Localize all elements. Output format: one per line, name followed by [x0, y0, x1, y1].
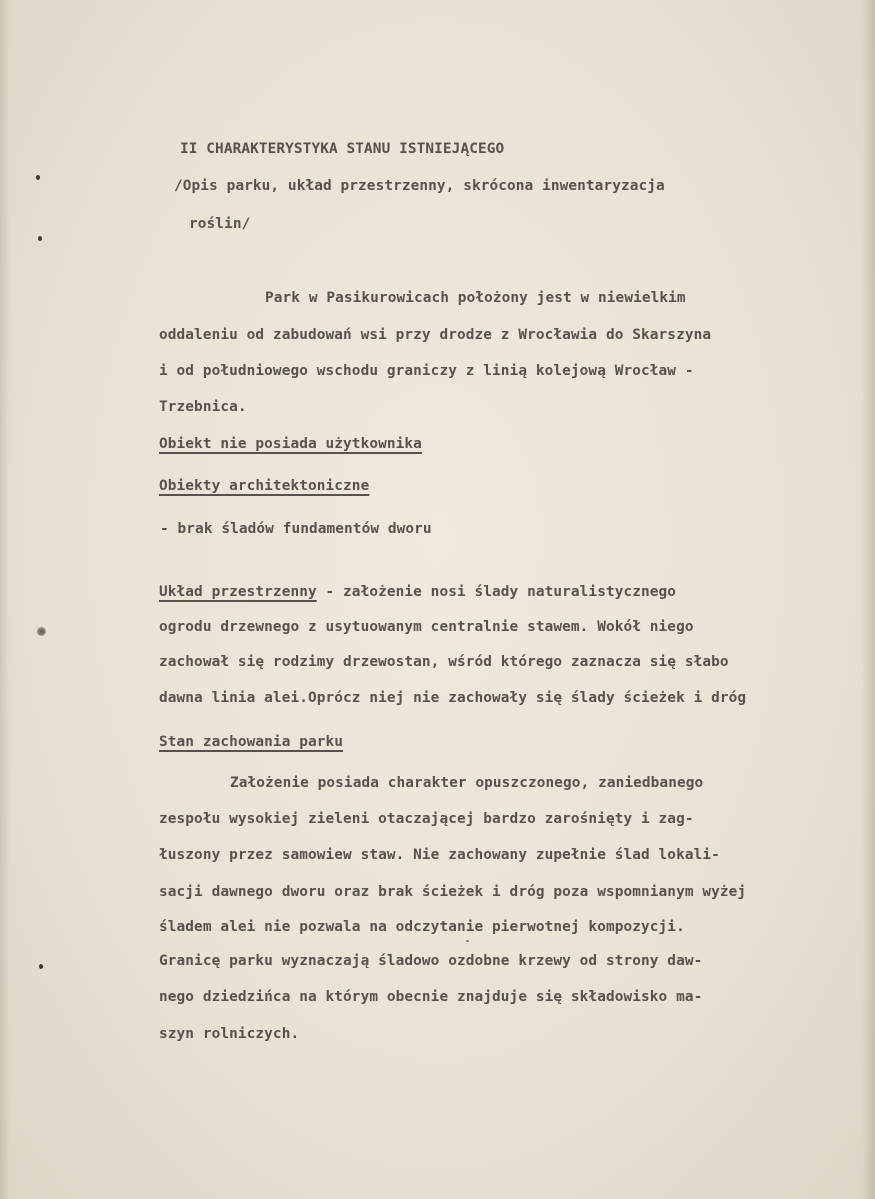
layout-heading: Układ przestrzenny: [159, 584, 317, 600]
architecture-heading: Obiekty architektoniczne: [159, 478, 370, 494]
ink-speck: [466, 940, 469, 942]
layout-line-1-text: - założenie nosi ślady naturalistycznego: [316, 584, 677, 600]
punch-mark-3: [39, 964, 43, 969]
intro-line-2: oddaleniu od zabudowań wsi przy drodze z Wrocławia do Skarszyna: [159, 327, 712, 343]
condition-line-4: sacji dawnego dworu oraz brak ścieżek i dróg poza wspomnianym wyżej: [159, 884, 747, 900]
condition-line-3: łuszony przez samowiew staw. Nie zachowany zupełnie ślad lokali-: [159, 847, 720, 863]
condition-line-2: zespołu wysokiej zieleni otaczającej bardzo zarośnięty i zag-: [159, 811, 694, 827]
condition-line-1: Założenie posiada charakter opuszczonego, zaniedbanego: [230, 775, 704, 791]
punch-mark-1: [36, 175, 40, 180]
architecture-item: - brak śladów fundamentów dworu: [160, 521, 432, 537]
section-heading: II CHARAKTERYSTYKA STANU ISTNIEJĄCEGO: [180, 141, 505, 157]
punch-mark-2: [38, 236, 42, 241]
condition-line-6: Granicę parku wyznaczają śladowo ozdobne krzewy od strony daw-: [159, 953, 703, 969]
section-subheading-line-1: /Opis parku, układ przestrzenny, skrócona inwentaryzacja: [174, 178, 665, 194]
paper-left-edge: [0, 0, 10, 1199]
condition-heading: Stan zachowania parku: [159, 734, 344, 750]
paper-right-edge: [861, 0, 875, 1199]
punch-hole: [37, 627, 46, 636]
layout-line-3: zachował się rodzimy drzewostan, wśród którego zaznacza się słabo: [159, 654, 729, 670]
intro-line-3: i od południowego wschodu graniczy z linią kolejową Wrocław -: [159, 363, 694, 379]
layout-line-1: [159, 582, 676, 602]
condition-line-7: nego dziedzińca na którym obecnie znajduje się składowisko ma-: [159, 989, 703, 1005]
condition-line-8: szyn rolniczych.: [159, 1026, 300, 1042]
intro-line-1: Park w Pasikurowicach położony jest w niewielkim: [265, 290, 686, 306]
layout-line-2: ogrodu drzewnego z usytuowanym centralnie stawem. Wokół niego: [159, 619, 694, 635]
section-subheading-line-2: roślin/: [189, 216, 251, 232]
layout-line-4: dawna linia alei.Oprócz niej nie zachowały się ślady ścieżek i dróg: [159, 690, 747, 706]
condition-line-5: śladem alei nie pozwala na odczytanie pierwotnej kompozycji.: [159, 919, 685, 935]
owner-heading: Obiekt nie posiada użytkownika: [159, 436, 422, 452]
intro-line-4: Trzebnica.: [159, 399, 247, 415]
